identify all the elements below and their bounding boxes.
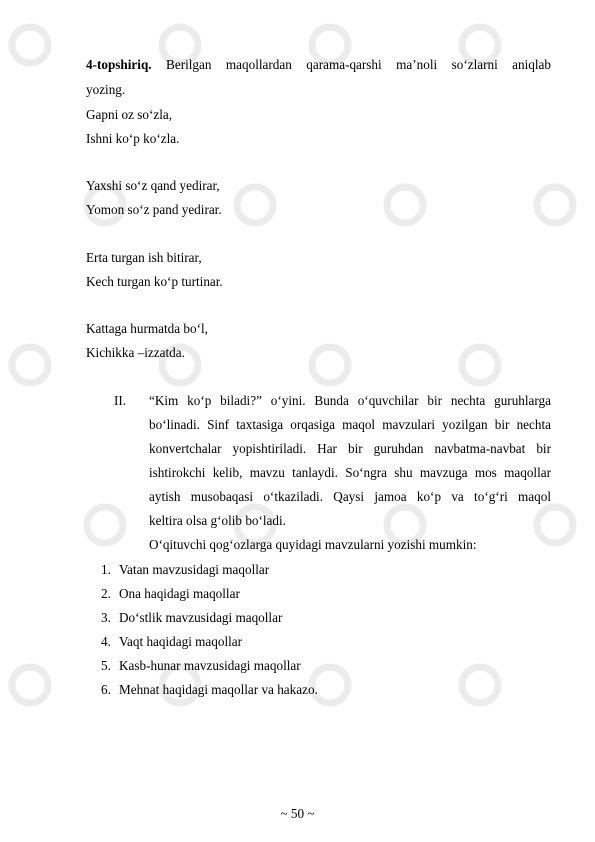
task-intro-text: Berilgan maqollardan qarama-qarshi ma’noli so‘zlarni aniqlab	[166, 57, 551, 72]
section-paragraph-line: konvertchalar yopishtiriladi. Har bir guruhdan navbatma-navbat bir	[149, 441, 551, 456]
section-paragraph-last-line: keltira olsa g‘olib bo‘ladi.	[149, 513, 286, 528]
teacher-instruction: O‘qituvchi qog‘ozlarga quyidagi mavzularni yozishi mumkin:	[149, 537, 477, 552]
topic-item: Vaqt haqidagi maqollar	[119, 634, 243, 649]
proverb-1-line-2: Ishni ko‘p ko‘zla.	[86, 131, 180, 146]
proverb-1-line-1: Gapni oz so‘zla,	[86, 107, 173, 122]
proverb-2-line-2: Yomon so‘z pand yedirar.	[86, 202, 222, 217]
task-intro-continuation: yozing.	[86, 82, 126, 97]
proverb-2-line-1: Yaxshi so‘z qand yedirar,	[86, 178, 220, 193]
topic-item: Kasb-hunar mavzusidagi maqollar	[119, 658, 301, 673]
task-intro-line	[86, 57, 551, 73]
section-paragraph-line: “Kim ko‘p biladi?” o‘yini. Bunda o‘quvchilar bir nechta guruhlarga	[149, 393, 551, 408]
topic-number: 6.	[101, 682, 111, 697]
section-paragraph-line: bo‘linadi. Sinf taxtasiga orqasiga maqol mavzulari yozilgan bir nechta	[149, 417, 551, 432]
proverb-4-line-1: Kattaga hurmatda bo‘l,	[86, 321, 208, 336]
page-number: ~ 50 ~	[280, 806, 315, 821]
proverb-4-line-2: Kichikka –izzatda.	[86, 345, 185, 360]
topic-item: Mehnat haqidagi maqollar va hakazo.	[119, 682, 318, 697]
section-marker: II.	[114, 393, 127, 408]
proverb-3-line-1: Erta turgan ish bitirar,	[86, 250, 202, 265]
section-paragraph-line: aytish musobaqasi o‘tkaziladi. Qaysi jamoa ko‘p va to‘g‘ri maqol	[149, 489, 551, 504]
task-label: 4-topshiriq.	[86, 57, 152, 72]
topic-item: Do‘stlik mavzusidagi maqollar	[119, 610, 283, 625]
topic-number: 1.	[101, 562, 111, 577]
section-paragraph-line: ishtirokchi kelib, mavzu tanlaydi. So‘ngra shu mavzuga mos maqollar	[149, 465, 551, 480]
proverb-3-line-2: Kech turgan ko‘p turtinar.	[86, 274, 223, 289]
topic-number: 4.	[101, 634, 111, 649]
topic-item: Ona haqidagi maqollar	[119, 586, 240, 601]
topic-number: 3.	[101, 610, 111, 625]
topic-number: 5.	[101, 658, 111, 673]
topic-item: Vatan mavzusidagi maqollar	[119, 562, 270, 577]
topic-number: 2.	[101, 586, 111, 601]
